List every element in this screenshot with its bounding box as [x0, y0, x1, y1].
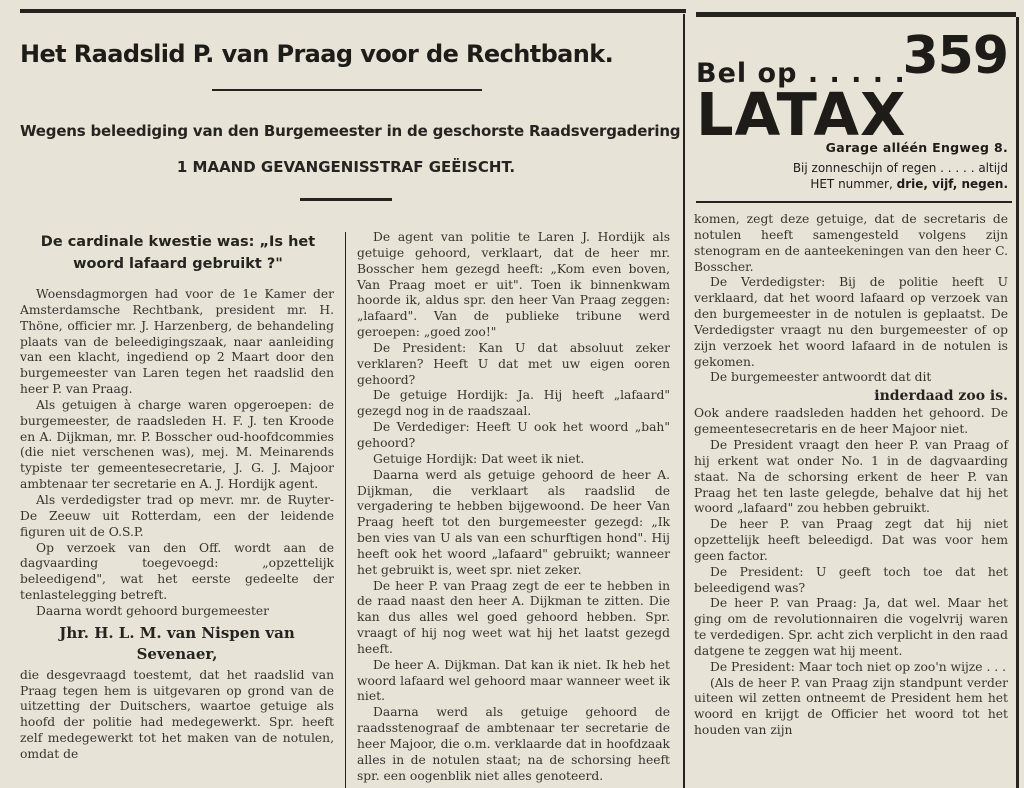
- col1-paragraph: Daarna wordt gehoord burgemeester: [36, 603, 270, 618]
- col3-paragraph: De President: Maar toch niet op zoo'n wijze . . .: [710, 659, 1007, 674]
- col2-paragraph: De Verdediger: Heeft U ook het woord „bah" gehoord?: [357, 420, 670, 450]
- top-rule-left: [20, 9, 686, 13]
- right-edge-rule: [1016, 17, 1019, 788]
- ad-bottom-rule: [696, 201, 1012, 203]
- article-sentence-line: 1 MAAND GEVANGENISSTRAF GEËISCHT.: [176, 158, 516, 176]
- headline-underline: [212, 89, 482, 91]
- column-1: [20, 287, 334, 763]
- col1-paragraph: Als getuigen à charge waren opgeroepen: de burgemeester, de raadsleden H. F. J. ten Kroode en A. Dijkman, mr. P. Bosscher oud-hoofdcommies (die niet verschenen was), mej. M. Meinarends typiste ter gemeentesecretarie, J. G. J. Majoor ambtenaar ter secretarie en A. J. Hordijk agent.: [20, 397, 334, 492]
- ad-phone-number: 359: [902, 26, 1008, 86]
- col1-paragraph: Als verdedigster trad op mevr. mr. de Ruyter-De Zeeuw uit Rotterdam, een der leidende figuren uit de O.S.P.: [20, 492, 334, 539]
- col1-paragraph: Op verzoek van den Off. wordt aan de dagvaarding toegevoegd: „opzettelijk beleedigend", wat het eerste gedeelte der tenlastelegging betreft.: [20, 540, 334, 603]
- col2-paragraph: Getuige Hordijk: Dat weet ik niet.: [373, 451, 585, 466]
- col3-paragraph: komen, zegt deze getuige, dat de secretaris de notulen heeft samengesteld volgens zijn stenogram en de aanteekeningen van den heer C. Bosscher.: [694, 212, 1008, 274]
- col3-paragraph: De President: U geeft toch toe dat het beleedigend was?: [694, 564, 1008, 595]
- ad-line-number-prefix: HET nummer,: [810, 177, 893, 191]
- col3-paragraph: De heer P. van Praag zegt dat hij niet opzettelijk heeft beleedigd. Dat was voor hem geen factor.: [694, 517, 1008, 563]
- ad-brand: LATAX: [696, 80, 907, 149]
- col3-paragraph: De Verdedigster: Bij de politie heeft U verklaard, dat het woord lafaard op verzoek van den burgemeester in de notulen is geplaatst. De Verdedigster vraagt nu den burgemeester of op zijn verzoek het woord lafaard in de notulen is gekomen.: [694, 275, 1008, 369]
- column-divider-main: [683, 14, 685, 788]
- ad-line-number: [810, 177, 1008, 191]
- ad-bel-op: Bel op . . . . .: [696, 58, 906, 89]
- top-rule-right: [696, 12, 1016, 17]
- col1-paragraph: die desgevraagd toestemt, dat het raadslid van Praag tegen hem is uitgevaren op grond van de uitzetting der Duitschers, waartoe getuige als hoofd der politie had medegewerkt. Spr. heeft zelf medegewerkt tot het maken van de notulen, omdat de: [20, 667, 334, 761]
- subheading-rule: [300, 198, 392, 201]
- col3-paragraph: De President vraagt den heer P. van Praag of hij erkent wat onder No. 1 in de dagvaarding staat. Na de schorsing erkent de heer P. van Praag het ten laste gelegde, behalve dat hij het woord „lafaard" zou hebben gebruikt.: [694, 437, 1008, 516]
- column-divider-1-2: [345, 232, 346, 788]
- burgemeester-name: Jhr. H. L. M. van Nispen van Sevenaer,: [59, 623, 295, 663]
- col2-paragraph: Daarna werd als getuige gehoord de heer A. Dijkman, die verklaart als raadslid de vergadering te hebben bijgewoond. De heer Van Praag heeft tot den burgemeester gezegd: „Ik ben vies van U als van een schurftigen hond". Hij heeft ook het woord „lafaard" gebruikt; wanneer het gebruikt is, weet spr. niet zeker.: [357, 467, 670, 577]
- article-headline: Het Raadslid P. van Praag voor de Rechtbank.: [20, 40, 614, 68]
- col3-bold-statement: inderdaad zoo is.: [874, 388, 1008, 405]
- col2-paragraph: De President: Kan U dat absoluut zeker verklaren? Heeft U dat met uw eigen ooren gehoord?: [357, 340, 670, 387]
- col3-paragraph: (Als de heer P. van Praag zijn standpunt verder uiteen wil zetten ontneemt de President hem het woord en krijgt de Officier het woord tot het houden van zijn: [694, 675, 1008, 738]
- col2-paragraph: De heer P. van Praag zegt de eer te hebben in de raad naast den heer A. Dijkman te zitten. Die kan dus alles wel goed gehoord hebben. Spr. vraagt of hij nog weet wat hij het laatst gezegd heeft.: [357, 578, 670, 656]
- column-3: [694, 212, 1008, 739]
- ad-line-number-bold: drie, vijf, negen.: [896, 177, 1008, 191]
- col2-paragraph: De heer A. Dijkman. Dat kan ik niet. Ik heb het woord lafaard wel gehoord maar wanneer weet ik niet.: [357, 657, 670, 704]
- col3-paragraph: De heer P. van Praag: Ja, dat wel. Maar het ging om de revolutionnairen die vogelvrij waren te verdedigen. Spr. acht zich verplicht in den raad datgene te zeggen wat hij meent.: [694, 596, 1008, 658]
- column-2: [357, 230, 670, 785]
- ad-address: Garage alléén Engweg 8.: [825, 140, 1008, 155]
- col2-paragraph: Daarna werd als getuige gehoord de raadsstenograaf de ambtenaar ter secretarie de heer Majoor, die o.m. verklaarde dat in hoofdzaak alles in de notulen staat; na de schorsing heeft spr. een oogenblik niet alles genoteerd.: [357, 705, 670, 783]
- col2-paragraph: De agent van politie te Laren J. Hordijk als getuige gehoord, verklaart, dat de heer mr. Bosscher hem gezegd heeft: „Kom even boven, Van Praag moet er uit". Toen ik binnenkwam hoorde ik, aldus spr. den heer Van Praag zeggen: „lafaard". Van de publieke tribune werd geroepen: „goed zoo!": [357, 230, 670, 340]
- latax-advertisement: [696, 28, 1012, 200]
- section-heading: De cardinale kwestie was: „Is het woord lafaard gebruikt ?": [40, 234, 316, 272]
- col2-paragraph: De getuige Hordijk: Ja. Hij heeft „lafaard" gezegd nog in de raadszaal.: [357, 388, 670, 419]
- col3-paragraph: Ook andere raadsleden hadden het gehoord. De gemeentesecretaris en de heer Majoor niet.: [694, 406, 1008, 437]
- article-subheading: Wegens beleediging van den Burgemeester in de geschorste Raadsvergadering: [20, 122, 681, 140]
- col3-paragraph: De burgemeester antwoordt dat dit: [710, 370, 932, 385]
- col1-paragraph: Woensdagmorgen had voor de 1e Kamer der Amsterdamsche Rechtbank, president mr. H. Thöne, officier mr. J. Harzenberg, de behandeling plaats van de beleedigingszaak, naar aanleiding van een klacht, ingediend op 2 Maart door den burgemeester van Laren tegen het raadslid den heer P. van Praag.: [20, 287, 334, 397]
- ad-line-weather: Bij zonneschijn of regen . . . . . altijd: [792, 161, 1008, 175]
